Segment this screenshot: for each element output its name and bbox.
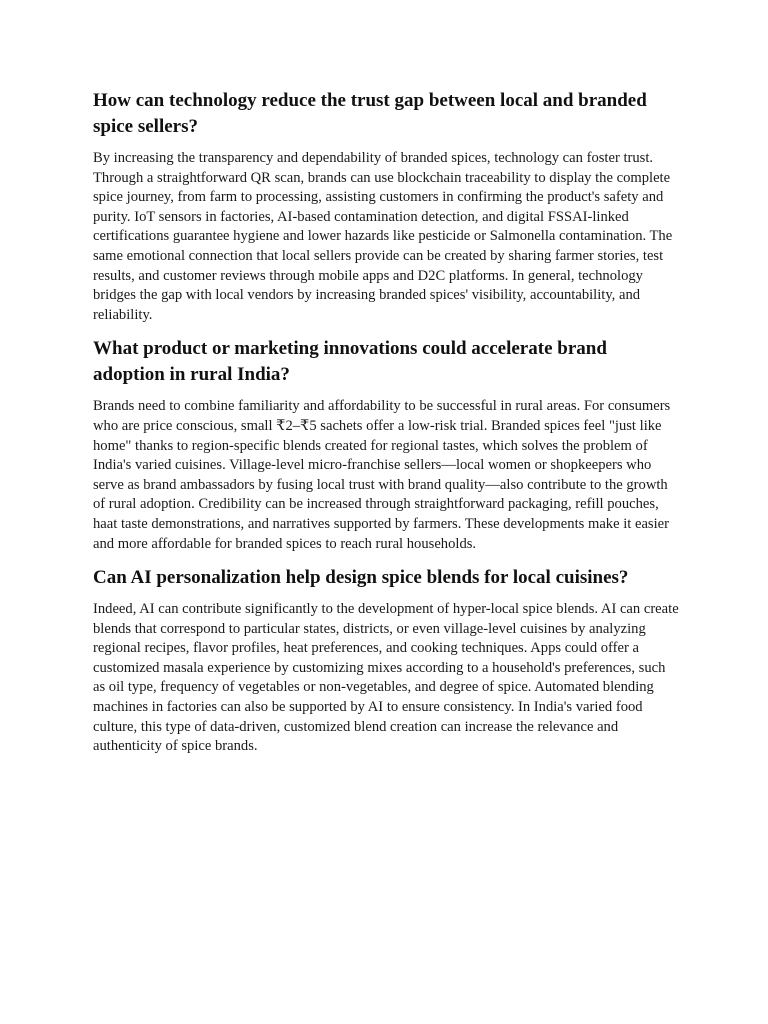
section-paragraph: By increasing the transparency and dependability of branded spices, technology can foster trust. Through a straightforward QR scan, brands can use blockchain traceability to display the complete spice journey, from farm to processing, assisting customers in confirming the product's safety and purity. IoT sensors in factories, AI-based contamination detection, and digital FSSAI-linked certifications guarantee hygiene and lower hazards like pesticide or Salmonella contamination. The same emotional connection that local sellers provide can be created by sharing farmer stories, test results, and customer reviews through mobile apps and D2C platforms. In general, technology bridges the gap with local vendors by increasing branded spices' visibility, accountability, and reliability. [93,150,673,323]
section-paragraph: Indeed, AI can contribute significantly to the development of hyper-local spice blends. AI can create blends that correspond to particular states, districts, or even village-level cuisines by analyzing regional recipes, flavor profiles, heat preferences, and cooking techniques. Apps could offer a customized masala experience by customizing mixes according to a household's preferences, such as oil type, frequency of vegetables or non-vegetables, and degree of spice. Automated blending machines in factories can also be supported by AI to ensure consistency. In India's varied food culture, this type of data-driven, customized blend creation can increase the relevance and authenticity of spice brands. [93,601,679,755]
section-paragraph: Brands need to combine familiarity and affordability to be successful in rural areas. For consumers who are price conscious, small ₹2–₹5 sachets offer a low-risk trial. Branded spices feel "just like home" thanks to region-specific blends created for regional tastes, which solves the problem of India's varied cuisines. Village-level micro-franchise sellers—local women or shopkeepers who serve as brand ambassadors by fusing local trust with brand quality—also contribute to the growth of rural adoption. Credibility can be increased through straightforward packaging, refill pouches, haat taste demonstrations, and narratives supported by farmers. These developments make it easier and more affordable for branded spices to reach rural households. [93,398,671,552]
section-technology-trust-gap [93,88,681,325]
section-heading: How can technology reduce the trust gap between local and branded spice sellers? [93,90,647,137]
document-page [93,88,681,768]
section-ai-personalization [93,565,681,757]
section-heading: What product or marketing innovations could accelerate brand adoption in rural India? [93,338,607,386]
section-heading: Can AI personalization help design spice blends for local cuisines? [93,567,629,589]
section-rural-innovations [93,336,681,554]
